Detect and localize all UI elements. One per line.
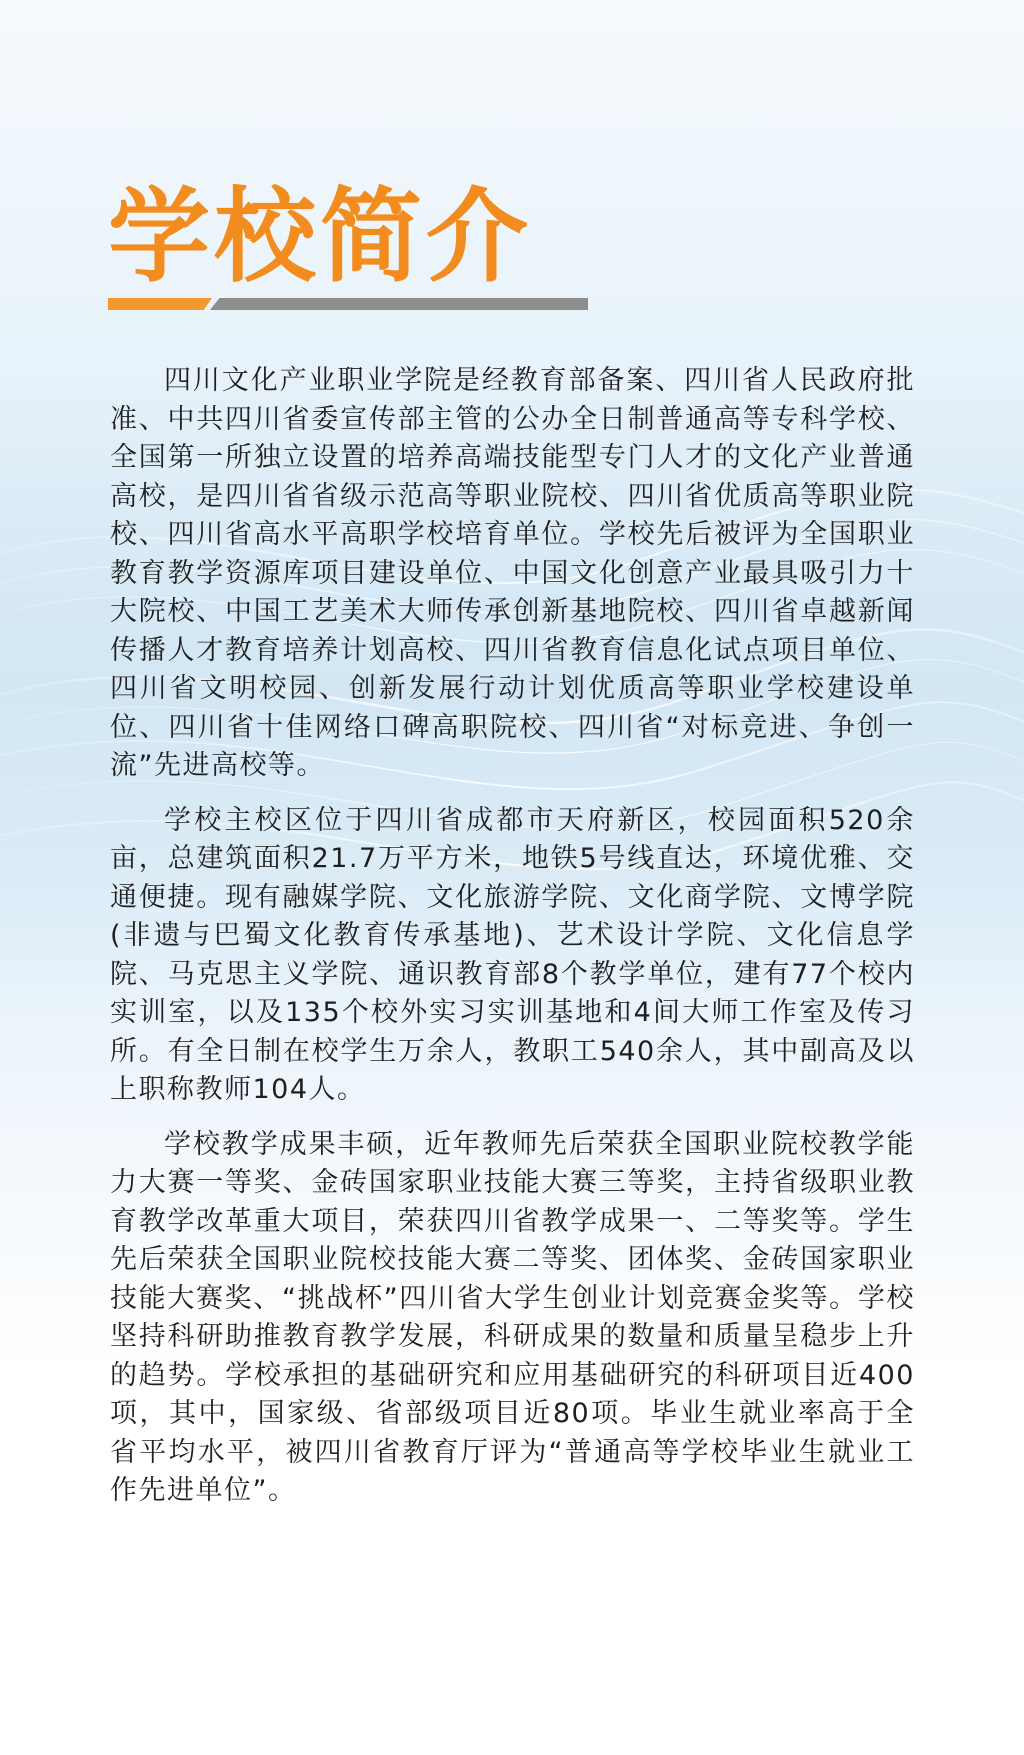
intro-paragraph-2: 学校主校区位于四川省成都市天府新区，校园面积520余亩，总建筑面积21.7万平方米，地铁5号线直达，环境优雅、交通便捷。现有融媒学院、文化旅游学院、文化商学院、文博学院(非遗与巴蜀文化教育传承基地)、艺术设计学院、文化信息学院、马克思主义学院、通识教育部8个教学单位，建有77个校内实训室，以及135个校外实习实训基地和4间大师工作室及传习所。有全日制在校学生万余人，教职工540余人，其中副高及以上职称教师104人。 [110, 804, 915, 1105]
title-underline-gray [210, 298, 588, 310]
title-underline [108, 298, 588, 310]
page-title: 学校简介 [108, 178, 532, 297]
intro-paragraph-3: 学校教学成果丰硕，近年教师先后荣获全国职业院校教学能力大赛一等奖、金砖国家职业技能大赛三等奖，主持省级职业教育教学改革重大项目，荣获四川省教学成果一、二等奖等。学生先后荣获全国职业院校技能大赛二等奖、团体奖、金砖国家职业技能大赛奖、“挑战杯”四川省大学生创业计划竞赛金奖等。学校坚持科研助推教育教学发展，科研成果的数量和质量呈稳步上升的趋势。学校承担的基础研究和应用基础研究的科研项目近400项，其中，国家级、省部级项目近80项。毕业生就业率高于全省平均水平，被四川省教育厅评为“普通高等学校毕业生就业工作先进单位”。 [110, 1128, 915, 1506]
title-underline-orange [108, 298, 212, 310]
intro-paragraph-1: 四川文化产业职业学院是经教育部备案、四川省人民政府批准、中共四川省委宣传部主管的公办全日制普通高等专科学校、全国第一所独立设置的培养高端技能型专门人才的文化产业普通高校，是四川省省级示范高等职业院校、四川省优质高等职业院校、四川省高水平高职学校培育单位。学校先后被评为全国职业教育教学资源库项目建设单位、中国文化创意产业最具吸引力十大院校、中国工艺美术大师传承创新基地院校、四川省卓越新闻传播人才教育培养计划高校、四川省教育信息化试点项目单位、四川省文明校园、创新发展行动计划优质高等职业学校建设单位、四川省十佳网络口碑高职院校、四川省“对标竞进、争创一流”先进高校等。 [110, 365, 915, 781]
intro-text [110, 362, 915, 1527]
